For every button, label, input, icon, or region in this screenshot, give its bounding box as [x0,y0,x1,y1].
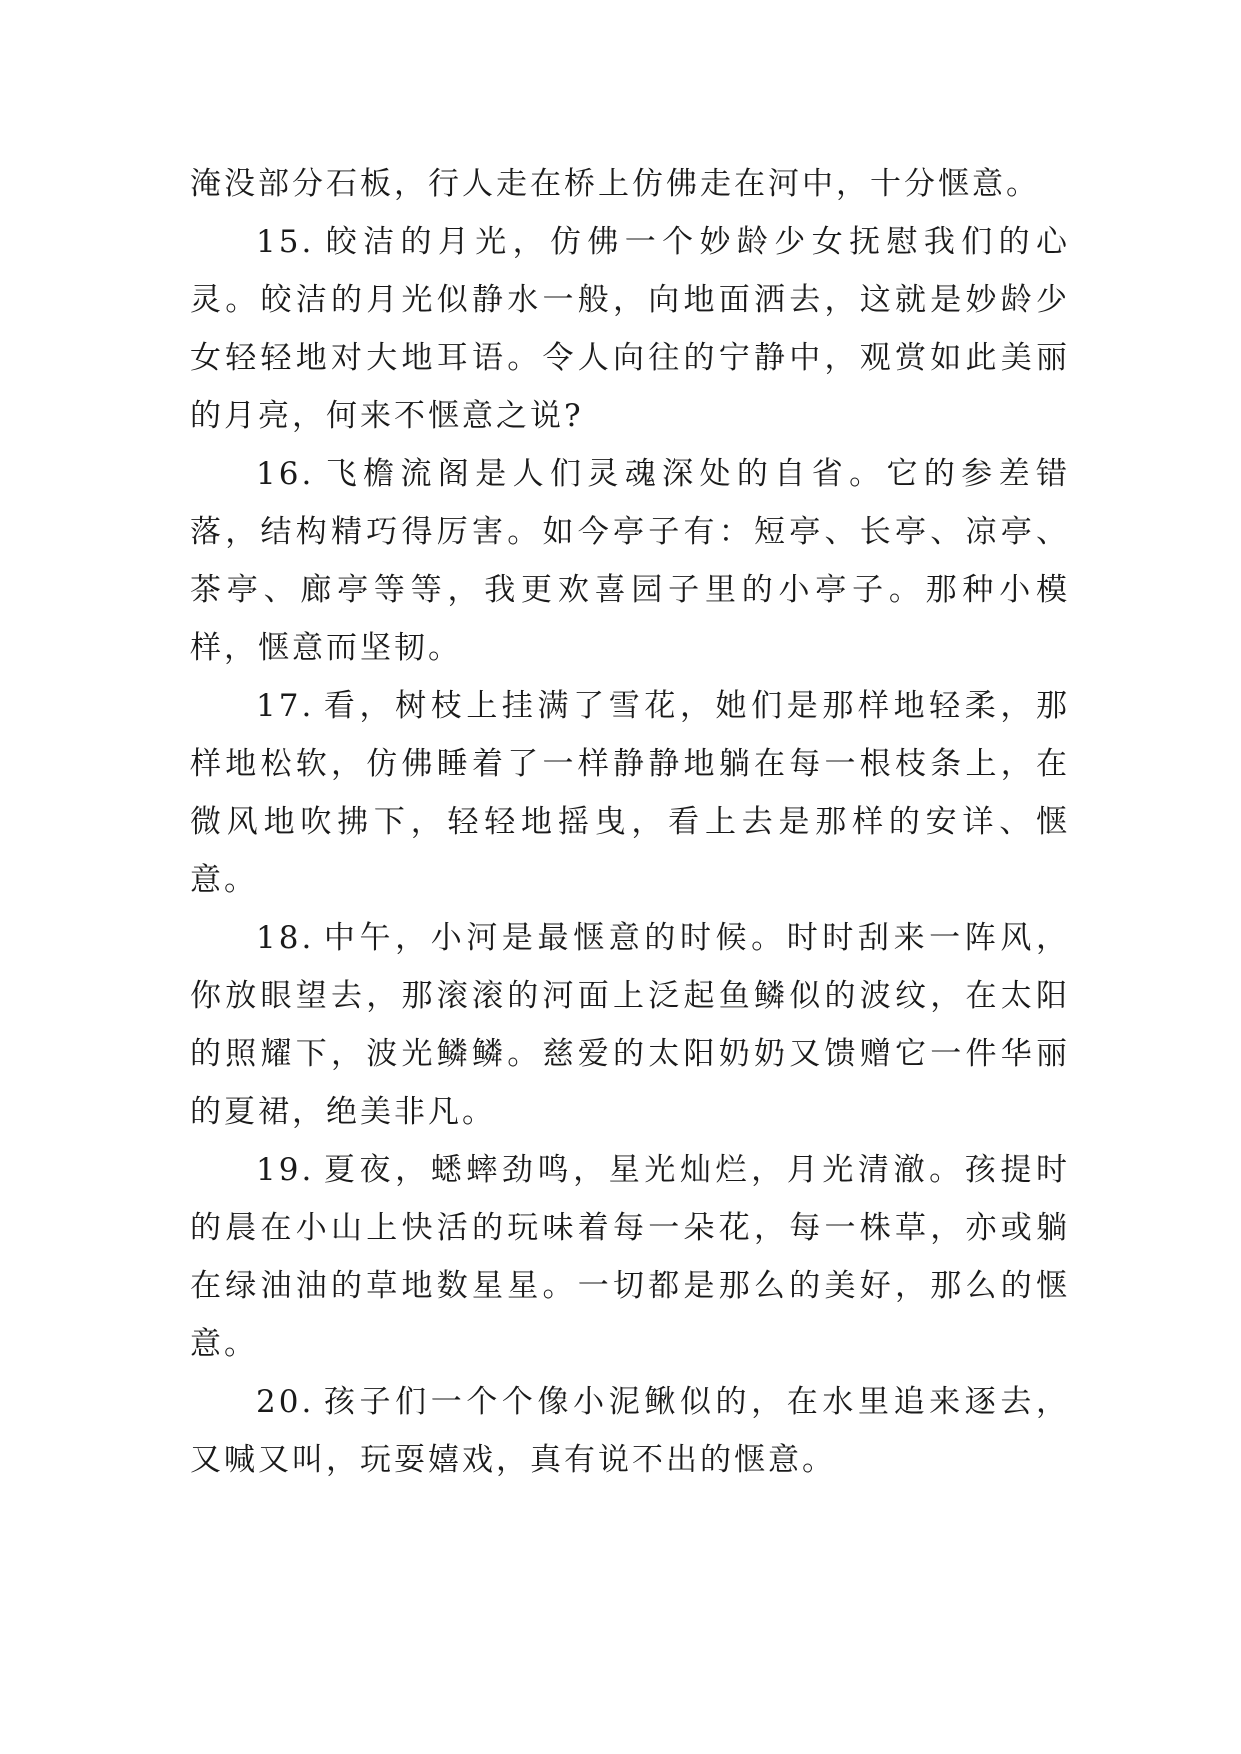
paragraph-18 [190,909,1070,1141]
paragraph-number: 16. [256,456,315,492]
paragraph-text: 中午，小河是最惬意的时候。时时刮来一阵风，你放眼望去，那滚滚的河面上泛起鱼鳞似的波纹，在太阳的照耀下，波光鳞鳞。慈爱的太阳奶奶又馈赠它一件华丽的夏裙，绝美非凡。 [190,920,1070,1130]
paragraph-text: 皎洁的月光，仿佛一个妙龄少女抚慰我们的心灵。皎洁的月光似静水一般，向地面洒去，这就是妙龄少女轻轻地对大地耳语。令人向往的宁静中，观赏如此美丽的月亮，何来不惬意之说? [190,224,1070,434]
paragraph-continued [190,155,1070,213]
paragraph-20 [190,1373,1070,1489]
paragraph-text: 孩子们一个个像小泥鳅似的，在水里追来逐去，又喊又叫，玩耍嬉戏，真有说不出的惬意。 [190,1384,1070,1478]
paragraph-19 [190,1141,1070,1373]
paragraph-text: 看，树枝上挂满了雪花，她们是那样地轻柔，那样地松软，仿佛睡着了一样静静地躺在每一根枝条上，在微风地吹拂下，轻轻地摇曳，看上去是那样的安详、惬意。 [190,688,1070,898]
paragraph-text: 淹没部分石板，行人走在桥上仿佛走在河中，十分惬意。 [190,166,1040,202]
document-body [190,155,1070,1489]
paragraph-16 [190,445,1070,677]
paragraph-text: 飞檐流阁是人们灵魂深处的自省。它的参差错落，结构精巧得厉害。如今亭子有：短亭、长亭、凉亭、茶亭、廊亭等等，我更欢喜园子里的小亭子。那种小模样，惬意而坚韧。 [190,456,1070,666]
paragraph-number: 20. [256,1384,315,1420]
paragraph-number: 19. [256,1152,315,1188]
paragraph-15 [190,213,1070,445]
paragraph-17 [190,677,1070,909]
paragraph-number: 15. [256,224,315,260]
paragraph-number: 17. [256,688,315,724]
paragraph-number: 18. [256,920,315,956]
paragraph-text: 夏夜，蟋蟀劲鸣，星光灿烂，月光清澈。孩提时的晨在小山上快活的玩味着每一朵花，每一株草，亦或躺在绿油油的草地数星星。一切都是那么的美好，那么的惬意。 [190,1152,1070,1362]
